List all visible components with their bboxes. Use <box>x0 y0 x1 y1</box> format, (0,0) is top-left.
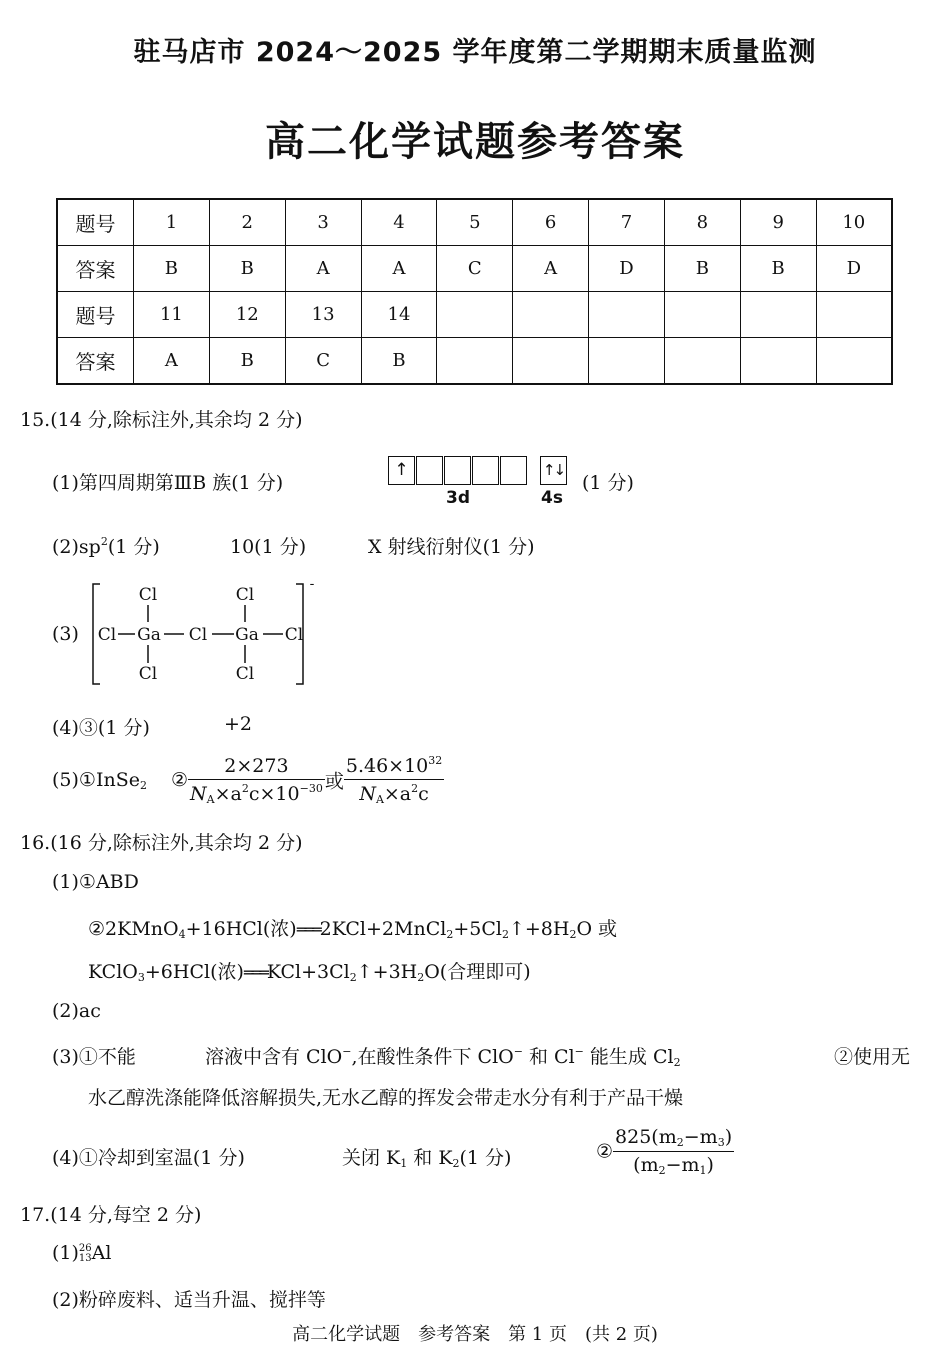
table-cell <box>589 338 665 385</box>
equals-sign: ═══ <box>243 963 267 982</box>
answer-table <box>56 198 893 385</box>
atom-cl: Cl <box>284 625 304 645</box>
table-cell: 9 <box>740 199 816 246</box>
num-c: ) <box>724 1126 733 1148</box>
element-symbol: Al <box>91 1242 112 1264</box>
nuclide-notation <box>79 1244 92 1264</box>
table-cell: A <box>513 246 589 292</box>
eq1-t1: ②2KMnO <box>88 918 179 940</box>
den-c: c <box>418 783 429 805</box>
row-header-cell: 答案 <box>57 246 134 292</box>
table-row <box>57 292 892 338</box>
q16-part4-a: (4)①冷却到室温(1 分) <box>52 1147 245 1169</box>
atom-cl: Cl <box>138 585 158 605</box>
q15-p5-a-sub: 2 <box>139 778 147 792</box>
num-b: −m <box>683 1126 718 1148</box>
table-cell: C <box>285 338 361 385</box>
label-3d: 3d <box>446 488 470 508</box>
table-cell: 6 <box>513 199 589 246</box>
table-cell: D <box>589 246 665 292</box>
table-cell: 13 <box>285 292 361 338</box>
fraction-numerator <box>344 754 444 780</box>
q17-part2: (2)粉碎废料、适当升温、搅拌等 <box>52 1289 326 1311</box>
eq1-s1: 4 <box>178 928 186 941</box>
num-s1: 2 <box>676 1136 684 1149</box>
atom-ga: Ga <box>137 625 161 645</box>
table-cell: 2 <box>209 199 285 246</box>
eq2-s3: 2 <box>417 971 425 984</box>
row-header-cell: 题号 <box>57 292 134 338</box>
p4-b-sub1: 1 <box>400 1157 408 1170</box>
row-header-cell: 题号 <box>57 199 134 246</box>
p4-b3: (1 分) <box>459 1147 512 1169</box>
orbital-3d-3 <box>444 456 471 485</box>
q15-part3-label: (3) <box>52 623 79 645</box>
eq2-t1: KClO <box>88 961 138 983</box>
q15-p2-sup: 2 <box>100 535 108 548</box>
q17-part1 <box>52 1242 111 1264</box>
eq1-s2: 2 <box>446 928 454 941</box>
table-cell: 7 <box>589 199 665 246</box>
table-cell: B <box>664 246 740 292</box>
document-title: 高二化学试题参考答案 <box>265 119 685 165</box>
den-a-sup: 2 <box>411 782 419 795</box>
eq1-t6: O 或 <box>576 918 618 940</box>
eq2-s2: 2 <box>349 971 357 984</box>
q15-part2-c: X 射线衍射仪(1 分) <box>368 536 535 558</box>
q16-part3-reason <box>205 1042 681 1069</box>
table-cell <box>437 338 513 385</box>
density-fraction-1 <box>188 755 325 806</box>
table-cell: 1 <box>134 199 210 246</box>
den-c: ) <box>706 1154 714 1176</box>
table-cell: 10 <box>816 199 892 246</box>
q15-part2-b: 10(1 分) <box>230 536 307 558</box>
table-cell: A <box>361 246 437 292</box>
q15-part5 <box>52 754 444 806</box>
p3-e-sub: 2 <box>673 1056 681 1069</box>
table-cell <box>664 338 740 385</box>
p3-b: 溶液中含有 ClO <box>205 1046 343 1068</box>
p4-c: ② <box>596 1140 614 1163</box>
orbital-4s: ↑↓ <box>540 456 567 485</box>
table-cell: A <box>134 338 210 385</box>
q16-part3-a: (3)①不能 <box>52 1046 136 1068</box>
p3-c-sup: − <box>513 1045 523 1058</box>
table-cell: 8 <box>664 199 740 246</box>
q16-part2: (2)ac <box>52 1000 101 1022</box>
table-cell: B <box>209 246 285 292</box>
q16-part4-c <box>596 1126 734 1177</box>
eq2-t4: ↑+3H <box>356 961 418 983</box>
table-cell: 3 <box>285 199 361 246</box>
q15-p2-hybrid: (2)sp <box>52 536 101 558</box>
eq1-t4: +5Cl <box>453 918 502 940</box>
equals-sign: ═══ <box>296 920 320 939</box>
den-na: N <box>359 783 376 805</box>
table-row <box>57 246 892 292</box>
q15-p5-or: 或 <box>324 770 344 793</box>
eq2-t2: +6HCl(浓) <box>144 961 244 983</box>
orbital-3d-2 <box>416 456 443 485</box>
q15-part2 <box>52 532 160 559</box>
table-row <box>57 199 892 246</box>
table-cell: 11 <box>134 292 210 338</box>
mass-number: 26 <box>78 1243 92 1254</box>
table-cell <box>664 292 740 338</box>
table-cell: 4 <box>361 199 437 246</box>
table-cell: B <box>209 338 285 385</box>
orbital-3d-1: ↑ <box>388 456 415 485</box>
q17-heading: 17.(14 分,每空 2 分) <box>20 1204 202 1226</box>
q15-part1-score: (1 分) <box>582 472 634 494</box>
table-cell <box>513 338 589 385</box>
fraction-numerator: 2×273 <box>188 755 325 780</box>
q16-part3-line2: 水乙醇洗涤能降低溶解损失,无水乙醇的挥发会带走水分有利于产品干燥 <box>88 1087 684 1109</box>
den-a: (m <box>633 1154 659 1176</box>
atom-cl: Cl <box>138 664 158 684</box>
table-cell: B <box>740 246 816 292</box>
atomic-number: 13 <box>78 1253 92 1264</box>
p3-c: ,在酸性条件下 ClO <box>351 1046 514 1068</box>
page-footer: 高二化学试题 参考答案 第 1 页 (共 2 页) <box>292 1324 658 1345</box>
num-sup: 32 <box>428 754 443 767</box>
q16-heading: 16.(16 分,除标注外,其余均 2 分) <box>20 832 303 854</box>
atom-cl: Cl <box>188 625 208 645</box>
eq2-t5: O(合理即可) <box>424 961 531 983</box>
table-cell <box>437 292 513 338</box>
q16-equation-2 <box>88 957 531 984</box>
electron-orbital-diagram <box>388 456 588 516</box>
fraction-denominator <box>613 1152 734 1177</box>
den-na-sub: A <box>206 792 215 806</box>
p4-b: 关闭 K <box>342 1147 401 1169</box>
q15-heading: 15.(14 分,除标注外,其余均 2 分) <box>20 409 303 431</box>
table-cell: C <box>437 246 513 292</box>
table-cell <box>740 338 816 385</box>
eq1-t2: +16HCl(浓) <box>185 918 297 940</box>
den-na: N <box>190 782 207 805</box>
den-s2: 1 <box>699 1164 707 1177</box>
q15-p5-b: ② <box>171 769 189 791</box>
table-cell <box>589 292 665 338</box>
q15-p5-formula <box>52 769 147 791</box>
p3-e: 能生成 Cl <box>583 1046 674 1068</box>
den-s1: 2 <box>658 1164 666 1177</box>
ion-charge: - <box>309 578 315 592</box>
eq1-s4: 2 <box>569 928 577 941</box>
atom-cl: Cl <box>235 585 255 605</box>
eq1-t5: ↑+8H <box>508 918 570 940</box>
eq1-s3: 2 <box>501 928 509 941</box>
q15-part1: (1)第四周期第ⅢB 族(1 分) <box>52 472 284 494</box>
p1-a: (1) <box>52 1242 79 1264</box>
q15-p2-score: (1 分) <box>107 536 160 558</box>
den-a: ×a <box>383 783 412 805</box>
row-header-cell: 答案 <box>57 338 134 385</box>
num-s2: 3 <box>717 1136 725 1149</box>
label-4s: 4s <box>541 488 563 508</box>
q15-p5-a: (5)①InSe <box>52 768 140 791</box>
den-a: ×a <box>214 782 242 805</box>
fraction-numerator <box>613 1126 734 1152</box>
table-cell <box>513 292 589 338</box>
ga2cl7-structure <box>88 578 323 690</box>
table-row <box>57 338 892 385</box>
q15-part4-a: (4)③(1 分) <box>52 717 150 739</box>
den-c: c×10 <box>248 782 300 805</box>
num-a: 825(m <box>615 1126 677 1148</box>
purity-fraction <box>613 1126 734 1177</box>
table-cell: B <box>134 246 210 292</box>
fraction-denominator <box>344 780 444 806</box>
table-cell: A <box>285 246 361 292</box>
p3-d: 和 Cl <box>522 1046 575 1068</box>
eq1-t3: 2KCl+2MnCl <box>319 918 447 940</box>
table-cell <box>816 292 892 338</box>
orbital-3d-4 <box>472 456 499 485</box>
fraction-denominator <box>188 780 325 806</box>
density-fraction-2 <box>344 754 444 806</box>
atom-cl: Cl <box>97 625 117 645</box>
den-b: −m <box>665 1154 700 1176</box>
eq2-t3: KCl+3Cl <box>266 961 350 983</box>
q16-part3-b: ②使用无 <box>834 1046 911 1068</box>
document-header: 驻马店市 2024～2025 学年度第二学期期末质量监测 <box>133 37 817 68</box>
den-c-sup: −30 <box>299 781 323 795</box>
p4-b2: 和 K <box>407 1147 453 1169</box>
atom-cl: Cl <box>235 664 255 684</box>
q16-equation-1 <box>88 914 617 941</box>
p3-d-sup: − <box>574 1045 584 1058</box>
atom-ga: Ga <box>235 625 259 645</box>
p3-b-sup: − <box>342 1045 352 1058</box>
table-cell: D <box>816 246 892 292</box>
den-a-sup: 2 <box>241 781 249 795</box>
num-val: 5.46×10 <box>345 755 429 777</box>
table-cell: B <box>361 338 437 385</box>
table-cell <box>816 338 892 385</box>
table-cell: 14 <box>361 292 437 338</box>
q16-part1-a: (1)①ABD <box>52 871 139 893</box>
q16-part4-b <box>342 1143 511 1170</box>
orbital-3d-5 <box>500 456 527 485</box>
den-na-sub: A <box>375 793 384 806</box>
table-cell: 5 <box>437 199 513 246</box>
eq2-s1: 3 <box>137 971 145 984</box>
q15-part4-b: +2 <box>224 713 253 735</box>
table-cell: 12 <box>209 292 285 338</box>
table-cell <box>740 292 816 338</box>
p4-b-sub2: 2 <box>452 1157 460 1170</box>
